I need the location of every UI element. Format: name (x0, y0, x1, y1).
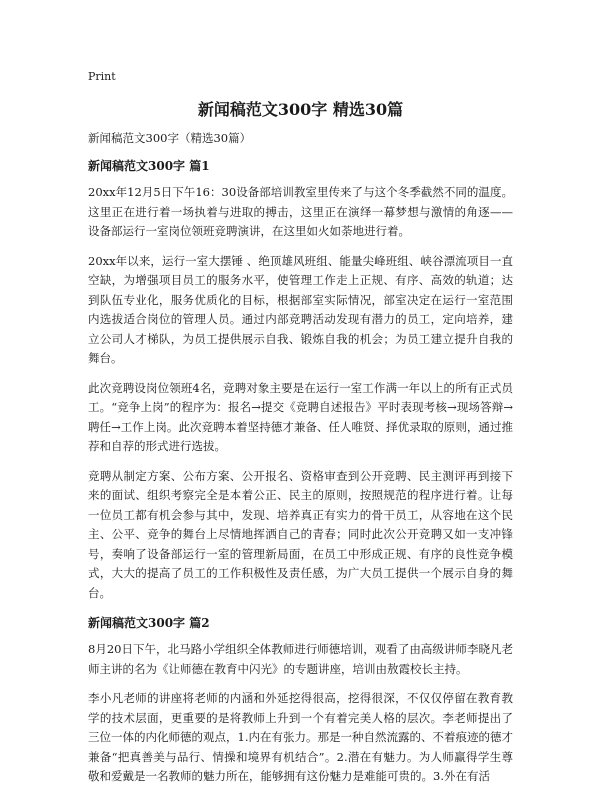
paragraph: 竞聘从制定方案、公布方案、公开报名、资格审查到公开竞聘、民主测评再到接下来的面试、组织考察完全是本着公正、民主的原则，按照规范的程序进行着。让每一位员工都有机会参与其中，发现、培养真正有实力的骨干员工，从容地在这个民主、公平、竞争的舞台上尽情地挥洒自己的青春；同时此次公开竞聘又如一支冲锋号，奏响了设备部运行一室的管理新局面，在员工中形成正规、有序的良性竞争模式，大大的提高了员工的工作积极性及责任感，为广大员工提供一个展示自身的舞台。 (88, 468, 513, 600)
document-page (88, 70, 513, 797)
document-subtitle: 新闻稿范文300字（精选30篇） (88, 131, 252, 145)
article-section-1 (88, 158, 513, 603)
paragraph: 8月20日下午，北马路小学组织全体教师进行师德培训，观看了由高级讲师李晓凡老师主讲的名为《让师德在教育中闪光》的专题讲座，培训由敖霞校长主持。 (88, 642, 513, 676)
print-label: Print (88, 70, 116, 83)
paragraph: 此次竞聘设岗位领班4名，竞聘对象主要是在运行一室工作满一年以上的所有正式员工。“竞争上岗”的程序为：报名→提交《竞聘自述报告》平时表现考核→现场答辩→聘任→工作上岗。此次竞聘本着坚持德才兼备、任人唯贤、择优录取的原则，通过推荐和自荐的形式进行选拔。 (88, 380, 513, 453)
paragraph: 李小凡老师的讲座将老师的内涵和外延挖得很高，挖得很深，不仅仅停留在教育教学的技术层面，更重要的是将教师上升到一个有着完美人格的层次。李老师提出了三位一体的内化师德的观点，1.内在有张力。那是一种自然流露的、不着痕迹的德才兼备“把真善美与品行、情操和境界有机结合”。2.潜在有魅力。为人师赢得学生尊敬和爱戴是一名教师的魅力所在，能够拥有这份魅力是难能可贵的。3.外在有活 (88, 691, 513, 783)
paragraph: 20xx年12月5日下午16：30设备部培训教室里传来了与这个冬季截然不同的温度。这里正在进行着一场执着与进取的搏击，这里正在演绎一幕梦想与激情的角逐——设备部运行一室岗位领班竞聘演讲，在这里如火如荼地进行着。 (88, 185, 513, 238)
paragraph: 20xx年以来，运行一室大摆锤 、绝顶雄风班组、能量尖峰班组、峡谷漂流项目一直空缺，为增强项目员工的服务水平，使管理工作走上正规、有序、高效的轨道；达到队伍专业化，服务优质化的目标，根据部室实际情况，部室决定在运行一室范围内选拔适合岗位的管理人员。通过内部竞聘活动发现有潜力的员工，定向培养，建立公司人才梯队，为员工提供展示自我、锻炼自我的机会；为员工建立提升自我的舞台。 (88, 253, 513, 365)
article-section-2 (88, 615, 513, 787)
document-title: 新闻稿范文300字 精选30篇 (197, 100, 404, 119)
section-heading: 新闻稿范文300字 篇2 (88, 616, 210, 630)
section-heading: 新闻稿范文300字 篇1 (88, 159, 210, 173)
